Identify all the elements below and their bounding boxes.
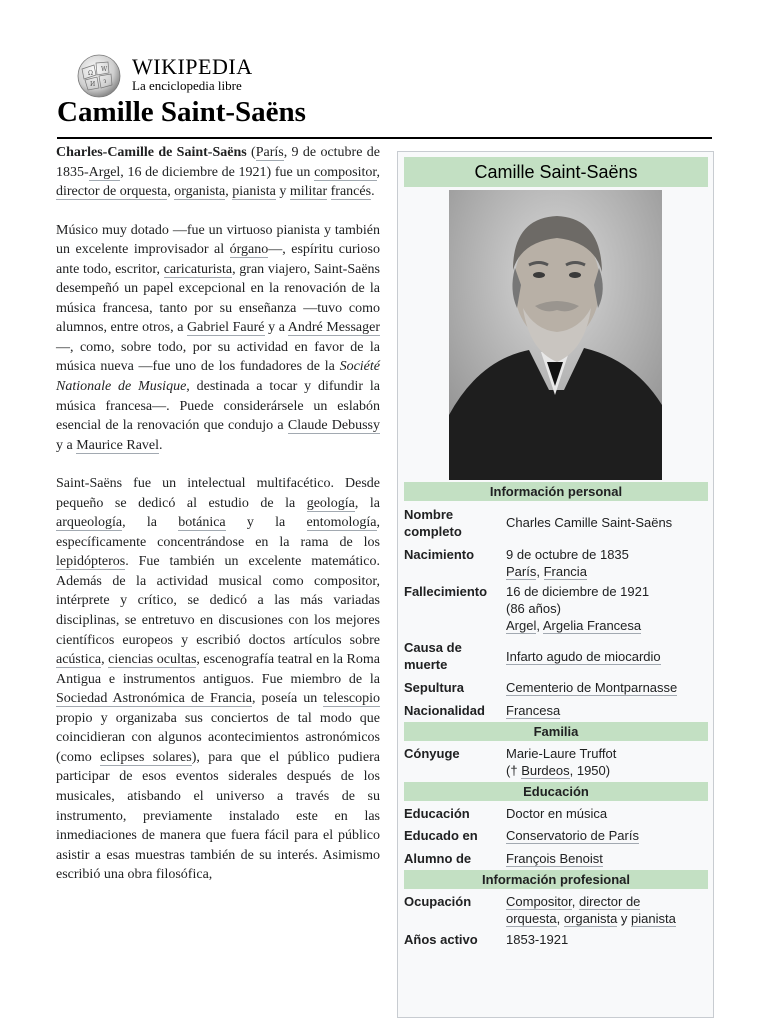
link-occ-orquesta[interactable]: orquesta <box>506 911 557 926</box>
value-conyuge: Marie-Laure Truffot († Burdeos, 1950) <box>506 746 617 778</box>
link-occ-organista[interactable]: organista <box>563 911 618 926</box>
article-body <box>56 143 380 904</box>
biography-paragraph: Músico muy dotado —fue un virtuoso pianista y también un excelente improvisador al órgano—, espíritu curioso ante todo, escritor, caricaturista, gran viajero, Saint-Saëns desempeñó un papel excepcional en la renovación de la música francesa, tanto por su enseñanza —tuvo como alumnos, entre otros, a Gabriel Fauré y a André Messager—, como, sobre todo, por su actividad en favor de la música nueva —fue uno de los fundadores de la Société Nationale de Musique, destinada a tocar y difundir la música francesa—. Puede considerársele un eslabón esencial de la renovación que condujo a Claude Debussy y a Maurice Ravel. <box>56 222 381 453</box>
value-sepultura <box>506 679 706 696</box>
link-occ-compositor[interactable]: Compositor <box>506 894 572 909</box>
link-organo[interactable]: órgano <box>229 242 269 258</box>
label-educacion: Educación <box>404 806 470 821</box>
label-fallecimiento: Fallecimiento <box>404 584 488 599</box>
portrait-photo[interactable] <box>449 190 662 480</box>
wikipedia-tagline: La enciclopedia libre <box>132 78 242 93</box>
link-compositor[interactable]: compositor <box>314 164 377 180</box>
link-sociedad-astronomica[interactable]: Sociedad Astronómica de Francia <box>56 691 253 707</box>
link-messager[interactable]: André Messager <box>287 320 381 336</box>
link-acustica[interactable]: acústica <box>56 652 102 668</box>
wikipedia-globe-logo[interactable] <box>74 53 124 99</box>
link-occ-pianista[interactable]: pianista <box>631 911 676 926</box>
link-birth-francia[interactable]: Francia <box>543 564 587 579</box>
link-occ-director[interactable]: director de <box>578 894 641 909</box>
label-nombre: Nombre completo <box>404 507 462 539</box>
label-ocupacion: Ocupación <box>404 894 472 909</box>
infobox-title: Camille Saint-Saëns <box>404 157 708 187</box>
value-fallecimiento: 16 de diciembre de 1921 (86 años) Argel, Argelia Francesa <box>506 584 650 633</box>
link-argel[interactable]: Argel <box>88 164 121 180</box>
label-conyuge: Cónyuge <box>404 746 460 761</box>
link-faure[interactable]: Gabriel Fauré <box>187 320 265 336</box>
value-nombre: Charles Camille Saint-Saëns <box>506 515 673 530</box>
link-paris[interactable]: París <box>255 145 284 160</box>
link-frances[interactable]: francés <box>330 184 372 200</box>
section-personal: Información personal <box>404 482 708 501</box>
subject-name: Charles-Camille de Saint-Saëns <box>56 145 247 160</box>
value-causa-muerte <box>506 648 706 665</box>
section-family: Familia <box>404 722 708 741</box>
link-debussy[interactable]: Claude Debussy <box>287 418 380 434</box>
page-title: Camille Saint-Saëns <box>57 96 306 128</box>
label-causa-muerte: Causa de muerte <box>404 640 462 672</box>
svg-text:И: И <box>90 81 96 88</box>
svg-text:ว: ว <box>103 78 107 85</box>
intro-paragraph: Charles-Camille de Saint-Saëns (París, 9 de octubre de 1835-Argel, 16 de diciembre de 1921) fue un compositor, director de orquesta, organista, pianista y militar francés. <box>56 145 380 200</box>
link-arqueologia[interactable]: arqueología <box>56 515 123 531</box>
value-alumno-de <box>506 850 706 867</box>
value-nacionalidad <box>506 702 706 719</box>
link-entomologia[interactable]: entomología <box>306 515 377 531</box>
link-francesa[interactable]: Francesa <box>506 703 561 718</box>
wikipedia-wordmark[interactable]: WIKIPEDIA <box>132 54 253 79</box>
link-montparnasse[interactable]: Cementerio de Montparnasse <box>506 680 678 695</box>
link-eclipses[interactable]: eclipses solares <box>100 749 192 765</box>
link-ravel[interactable]: Maurice Ravel <box>76 437 160 453</box>
section-professional: Información profesional <box>404 870 708 889</box>
link-benoist[interactable]: François Benoist <box>506 851 603 866</box>
title-divider <box>57 137 712 139</box>
link-ciencias-ocultas[interactable]: ciencias ocultas <box>108 652 197 668</box>
link-organista[interactable]: organista <box>174 184 226 200</box>
value-educado-en <box>506 827 706 844</box>
value-ocupacion: Compositor, director de orquesta, organista y pianista <box>506 894 676 926</box>
label-anos-activo: Años activo <box>404 932 478 947</box>
link-burdeos[interactable]: Burdeos <box>521 763 570 778</box>
label-nacimiento: Nacimiento <box>404 547 475 562</box>
link-telescopio[interactable]: telescopio <box>323 691 380 707</box>
link-director[interactable]: director de orquesta <box>56 184 168 200</box>
svg-text:Ω: Ω <box>88 70 93 77</box>
link-lepidopteros[interactable]: lepidópteros <box>56 554 126 570</box>
intellectual-paragraph: Saint-Saëns fue un intelectual multifacético. Desde pequeño se dedicó al estudio de la geología, la arqueología, la botánica y la entomología, específicamente concentrándose en la rama de los lepidópteros. Fue también un excelente matemático. Además de la actividad musical como compositor, intérprete y crítico, se dedicó a las más variadas disciplinas, se entretuvo en discusiones con los mejores científicos europeos y escribió doctos artículos sobre acústica, ciencias ocultas, escenografía teatral en la Roma Antigua e instrumentos antiguos. Fue miembro de la Sociedad Astronómica de Francia, poseía un telescopio propio y organizaba sus conciertos de tal modo que coincidieran con algunos acontecimientos astronómicos (como eclipses solares), para que el público pudiera participar de esos eventos siderales después de los musicales, atisbando el universo a través de su instrumento, previamente instalado este en las inmediaciones de manera que fuera fácil para el público asistir a esas muestras también de su interés. Asimismo escribió una obra filosófica, <box>56 476 381 883</box>
link-militar[interactable]: militar <box>289 184 328 200</box>
label-nacionalidad: Nacionalidad <box>404 703 485 718</box>
label-educado-en: Educado en <box>404 828 478 843</box>
link-birth-paris[interactable]: París <box>506 564 537 579</box>
value-nacimiento: 9 de octubre de 1835 París, Francia <box>506 547 629 579</box>
value-educacion: Doctor en música <box>506 806 608 821</box>
link-death-argel[interactable]: Argel <box>506 618 537 633</box>
value-anos-activo: 1853-1921 <box>506 932 569 947</box>
label-sepultura: Sepultura <box>404 680 464 695</box>
societe-name: Société Nationale de Musique <box>56 359 380 395</box>
svg-text:W: W <box>101 66 108 73</box>
label-alumno-de: Alumno de <box>404 851 472 866</box>
link-geologia[interactable]: geología <box>306 495 355 511</box>
link-pianista[interactable]: pianista <box>232 184 276 200</box>
link-botanica[interactable]: botánica <box>178 515 226 531</box>
link-death-argelia[interactable]: Argelia Francesa <box>542 618 642 633</box>
infobox <box>397 151 714 1018</box>
link-infarto[interactable]: Infarto agudo de miocardio <box>506 649 661 664</box>
section-education: Educación <box>404 782 708 801</box>
link-conservatorio[interactable]: Conservatorio de París <box>506 828 639 843</box>
link-caricaturista[interactable]: caricaturista <box>163 261 233 277</box>
